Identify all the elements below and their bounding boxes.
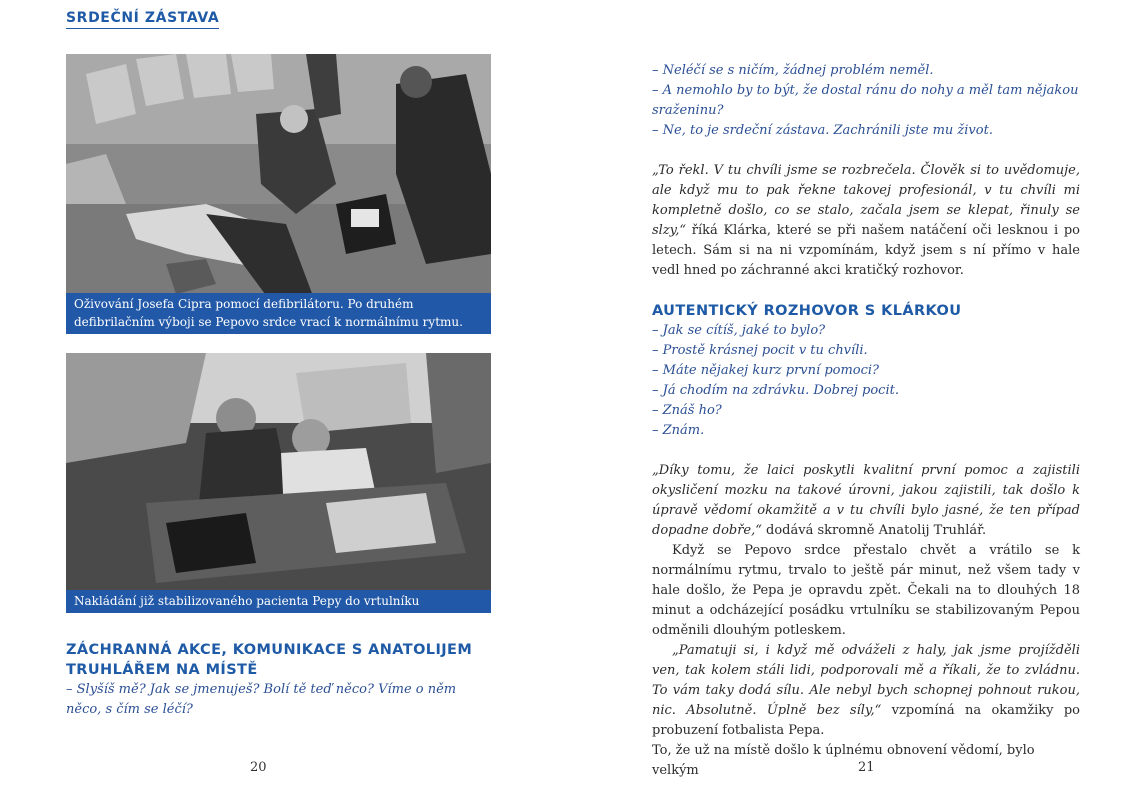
dialog-line: – Neléčí se s ničím, žádnej problém neměl. (652, 63, 934, 78)
truhlar-quote-paragraph (652, 461, 1080, 541)
interview-line: – Já chodím na zdrávku. Dobrej pocit. (652, 383, 899, 398)
body-last-line: To, že už na místě došlo k úplnému obnovení vědomí, bylo velkým (652, 743, 1035, 778)
dialog-line: – A nemohlo by to být, že dostal ránu do nohy a měl tam nějakou sraženinu? (652, 83, 1079, 118)
helicopter-loading-photo-image (66, 353, 491, 613)
klarka-quote-paragraph (652, 161, 1080, 281)
klarka-quote: „To řekl. V tu chvíli jsme se rozbrečela. Člověk si to uvědomuje, ale když mu to pak řekne takovej profesionál, v tu chvíli mi kompletně došlo, co se stalo, začala jsem se klepat, řinuly se slzy,“ (652, 163, 1080, 238)
interview-line: – Máte nějakej kurz první pomoci? (652, 363, 880, 378)
rescue-question: – Slyšíš mě? Jak se jmenuješ? Bolí tě teď něco? Víme o něm něco, s čím se léčí? (66, 682, 457, 717)
pepa-quote-attribution: vzpomíná na okamžiky po probuzení fotbalista Pepa. (652, 703, 1080, 738)
running-head: SRDEČNÍ ZÁSTAVA (66, 10, 219, 29)
interview-line: – Znám. (652, 423, 705, 438)
right-text-column (652, 61, 1080, 781)
right-page (572, 0, 1144, 800)
pepa-quote-paragraph (652, 641, 1080, 741)
dialog-line: – Ne, to je srdeční zástava. Zachránili jste mu život. (652, 123, 993, 138)
interview-line: – Prostě krásnej pocit v tu chvíli. (652, 343, 868, 358)
interview-line: – Znáš ho? (652, 403, 722, 418)
klarka-quote-attribution: říká Klárka, které se při našem natáčení oči lesknou i po letech. Sám si na ni vzpomínám, když jsem s ní přímo v hale vedl hned po záchranné akci kratičký rozhovor. (652, 223, 1080, 278)
interview-line: – Jak se cítíš, jaké to bylo? (652, 323, 826, 338)
defibrillation-photo (66, 54, 491, 334)
section-heading-interview: AUTENTICKÝ ROZHOVOR S KLÁRKOU (652, 303, 962, 319)
page-number-left: 20 (250, 760, 267, 775)
photo-caption-1: Oživování Josefa Cipra pomocí defibrilátoru. Po druhém defibrilačním výboji se Pepovo srdce vrací k normálnímu rytmu. (66, 293, 491, 334)
section-heading-rescue: ZÁCHRANNÁ AKCE, KOMUNIKACE S ANATOLIJEM TRUHLÁŘEM NA MÍSTĚ (66, 642, 473, 678)
photo-caption-2: Nakládání již stabilizovaného pacienta Pepy do vrtulníku (66, 590, 491, 613)
page-number-right: 21 (858, 760, 875, 775)
truhlar-quote-attribution: dodává skromně Anatolij Truhlář. (761, 523, 987, 538)
helicopter-loading-photo (66, 353, 491, 613)
body-paragraph: Když se Pepovo srdce přestalo chvět a vrátilo se k normálnímu rytmu, trvalo to ještě pár minut, než všem tady v hale došlo, že Pepa je opravdu zpět. Čekali na to dlouhých 18 minut a odcházející posádku vrtulníku se stabilizovaným Pepou odměnili dlouhým potleskem. (652, 543, 1080, 638)
defibrillation-photo-image (66, 54, 491, 334)
pepa-quote: „Pamatuji si, i když mě odváželi z haly, jak jsme projížděli ven, tak kolem stáli lidi, podporovali mě a říkali, že to zvládnu. To vám taky dodá sílu. Ale nebyl bych schopnej pohnout rukou, nic. Absolutně. Úplně bez síly,“ (652, 643, 1080, 718)
truhlar-quote: „Díky tomu, že laici poskytli kvalitní první pomoc a zajistili okysličení mozku na takové úrovni, jakou zajistili, tak došlo k úpravě vědomí okamžitě a v tu chvíli bylo jasné, že ten případ dopadne dobře,“ (652, 463, 1080, 538)
